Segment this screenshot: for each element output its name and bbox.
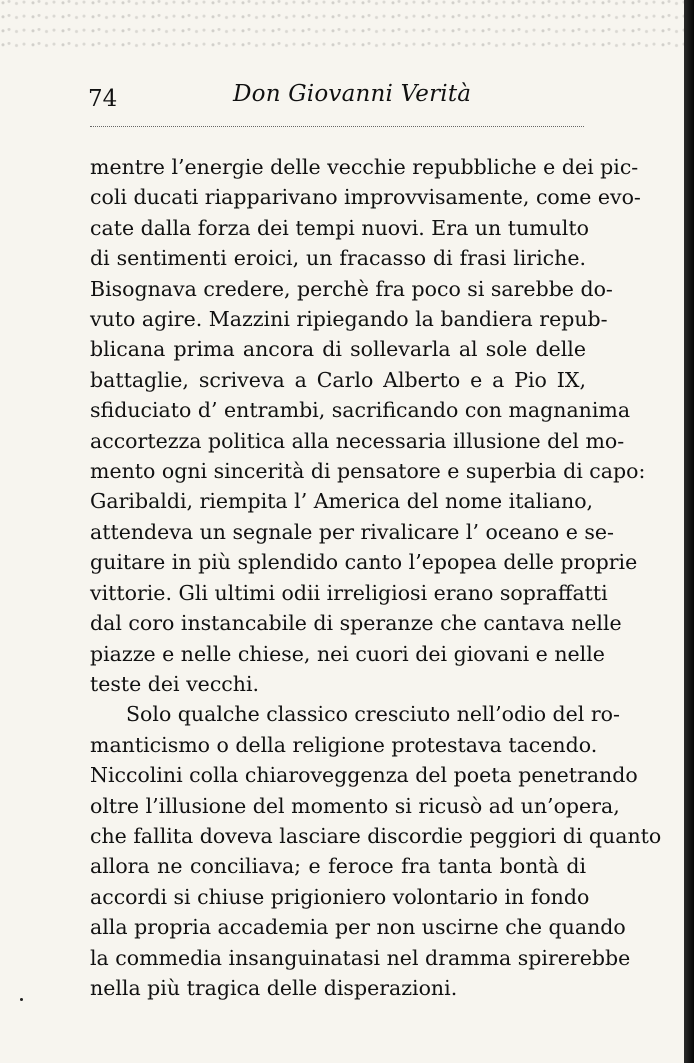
text-line: Garibaldi, riempita l’ America del nome italiano, — [90, 489, 594, 514]
header-rule — [90, 126, 584, 127]
running-title: Don Giovanni Verità — [233, 81, 472, 107]
text-line: battaglie, scriveva a Carlo Alberto e a Pio IX, — [90, 367, 586, 392]
text-line: blicana prima ancora di sollevarla al sole delle — [90, 337, 586, 362]
text-line: manticismo o della religione protestava tacendo. — [90, 732, 598, 757]
text-line: Solo qualche classico cresciuto nell’odio del ro- — [126, 702, 620, 727]
text-line: vuto agire. Mazzini ripiegando la bandiera repub- — [90, 307, 608, 332]
text-line: alla propria accademia per non uscirne che quando — [90, 915, 626, 940]
text-line: Niccolini colla chiaroveggenza del poeta penetrando — [90, 763, 638, 788]
page-top-edge — [0, 0, 694, 48]
text-line: la commedia insanguinatasi nel dramma spirerebbe — [90, 945, 631, 970]
text-line: cate dalla forza dei tempi nuovi. Era un tumulto — [90, 215, 589, 240]
text-line: mentre l’energie delle vecchie repubbliche e dei pic- — [90, 155, 639, 179]
text-line: nella più tragica delle disperazioni. — [90, 975, 458, 1000]
text-line: di sentimenti eroici, un fracasso di frasi liriche. — [90, 246, 586, 271]
text-line: oltre l’illusione del momento si ricusò ad un’opera, — [90, 793, 620, 818]
text-line: attendeva un segnale per rivalicare l’ oceano e se- — [90, 519, 614, 544]
text-line: piazze e nelle chiese, nei cuori dei giovani e nelle — [90, 641, 605, 666]
text-line: che fallita doveva lasciare discordie peggiori di quanto — [90, 823, 662, 848]
text-line: vittorie. Gli ultimi odii irreligiosi erano sopraffatti — [90, 580, 608, 605]
page-number: 74 — [88, 86, 118, 112]
text-line: guitare in più splendido canto l’epopea delle proprie — [90, 550, 638, 575]
text-line: teste dei vecchi. — [90, 671, 260, 696]
text-line: coli ducati riapparivano improvvisamente, come evo- — [90, 185, 641, 210]
text-line: mento ogni sincerità di pensatore e superbia di capo: — [90, 459, 646, 484]
text-line: accordi si chiuse prigioniero volontario in fondo — [90, 884, 590, 909]
text-line: accortezza politica alla necessaria illusione del mo- — [90, 428, 625, 453]
margin-dot — [20, 998, 23, 1001]
body-text — [90, 152, 662, 1003]
text-line: Bisognava credere, perchè fra poco si sarebbe do- — [90, 276, 613, 301]
book-spine-edge — [684, 0, 694, 1063]
text-line: dal coro instancabile di speranze che cantava nelle — [90, 611, 622, 636]
text-line: allora ne conciliava; e feroce fra tanta bontà di — [90, 854, 586, 879]
text-line: sfiduciato d’ entrambi, sacrificando con magnanima — [90, 398, 631, 423]
